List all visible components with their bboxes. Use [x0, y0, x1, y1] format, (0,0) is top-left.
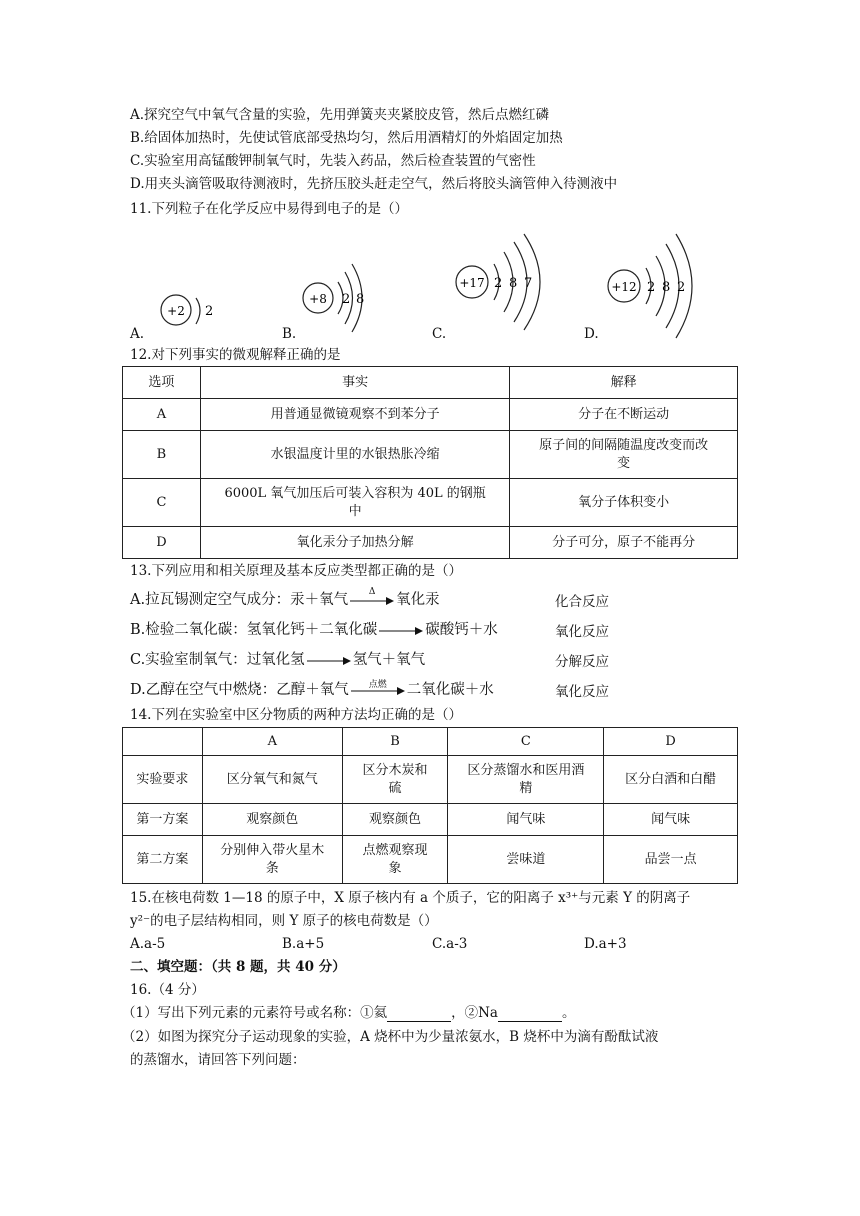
q11-question: 11.下列粒子在化学反应中易得到电子的是（） [130, 201, 408, 217]
table-cell: 闻气味 [448, 804, 604, 836]
q12-table [122, 366, 738, 559]
table-cell: C [123, 479, 201, 527]
table-cell: B [123, 431, 201, 479]
table-header [123, 728, 203, 756]
q12-question: 12.对下列事实的微观解释正确的是 [130, 347, 341, 363]
shell-count: 8 [356, 292, 365, 307]
q11-label-d: D. [584, 326, 599, 342]
q15-option-b: B.a+5 [282, 936, 325, 952]
shell-count: 2 [647, 280, 656, 295]
cell-line: 分别伸入带火星木 [220, 842, 325, 858]
table-row [123, 479, 738, 527]
table-cell: 第二方案 [123, 836, 203, 884]
table-cell [342, 756, 448, 804]
q11-label-a: A. [130, 326, 145, 342]
table-header: 选项 [123, 367, 201, 399]
q11-atom-diagrams [120, 228, 740, 344]
table-cell: 分子可分，原子不能再分 [510, 527, 738, 559]
table-cell: 氧化汞分子加热分解 [200, 527, 509, 559]
table-cell: 水银温度计里的水银热胀冷缩 [200, 431, 509, 479]
table-cell [200, 479, 509, 527]
nucleus-label: +12 [611, 280, 637, 294]
cell-line: 点燃观察现 [362, 842, 428, 858]
shell-count: 2 [342, 292, 351, 307]
q10-option-a: A.探究空气中氧气含量的实验，先用弹簧夹夹紧胶皮管，然后点燃红磷 [130, 107, 550, 123]
table-cell: 区分白酒和白醋 [604, 756, 738, 804]
atom-diagram-d [608, 234, 692, 338]
table-header: D [604, 728, 738, 756]
table-cell [202, 836, 342, 884]
cell-line: 变 [617, 455, 631, 471]
table-cell [448, 756, 604, 804]
answer-blank-2[interactable] [498, 1007, 562, 1022]
q13-option-c: C.实验室制氧气：过氧化氢 氢气＋氧气 分解反应 [130, 652, 609, 670]
reaction-arrow-icon: Δ [348, 593, 396, 607]
q11-label-c: C. [432, 326, 447, 342]
table-cell: 品尝一点 [604, 836, 738, 884]
q15-option-c: C.a-3 [432, 936, 468, 952]
q16-title: 16.（4 分） [130, 982, 205, 998]
answer-blank-1[interactable] [387, 1007, 451, 1022]
q14-question: 14.下列在实验室中区分物质的两种方法均正确的是（） [130, 707, 462, 723]
table-cell [510, 431, 738, 479]
table-cell: 实验要求 [123, 756, 203, 804]
table-cell: 尝味道 [448, 836, 604, 884]
cell-line: 条 [265, 860, 279, 876]
table-row [123, 527, 738, 559]
cell-line: 6000L 氧气加压后可装入容积为 40L 的钢瓶 [224, 485, 486, 501]
table-header: C [448, 728, 604, 756]
table-header-row [123, 728, 738, 756]
q15-option-a: A.a-5 [130, 936, 166, 952]
q13-option-b: B.检验二氧化碳：氢氧化钙＋二氧化碳 碳酸钙＋水 氧化反应 [130, 622, 609, 640]
table-row [123, 804, 738, 836]
table-cell: 用普通显微镜观察不到苯分子 [200, 399, 509, 431]
cell-line: 原子间的间隔随温度改变而改 [539, 437, 709, 453]
q13-option-d: D.乙醇在空气中燃烧：乙醇＋氧气 点燃 二氧化碳＋水 氧化反应 [130, 680, 609, 700]
nucleus-label: +8 [309, 292, 327, 306]
shell-count: 2 [205, 304, 214, 319]
q10-option-b: B.给固体加热时，先使试管底部受热均匀，然后用酒精灯的外焰固定加热 [130, 130, 563, 146]
q10-option-d: D.用夹头滴管吸取待测液时，先挤压胶头赶走空气，然后将胶头滴管伸入待测液中 [130, 176, 618, 192]
cell-line: 精 [519, 780, 533, 796]
table-cell: 观察颜色 [202, 804, 342, 836]
table-cell: 观察颜色 [342, 804, 448, 836]
shell-count: 2 [677, 280, 686, 295]
nucleus-label: +2 [167, 304, 185, 318]
q13-question: 13.下列应用和相关原理及基本反应类型都正确的是（） [130, 563, 462, 579]
reaction-type: 化合反应 [555, 594, 609, 610]
table-cell: 分子在不断运动 [510, 399, 738, 431]
table-cell: A [123, 399, 201, 431]
section-2-heading: 二、填空题：（共 8 题，共 40 分） [130, 959, 346, 975]
cell-line: 硫 [388, 780, 402, 796]
cell-line: 区分蒸馏水和医用酒 [467, 762, 585, 778]
reaction-type: 氧化反应 [555, 684, 609, 700]
table-header: A [202, 728, 342, 756]
table-cell: 闻气味 [604, 804, 738, 836]
q13-option-a: A.拉瓦锡测定空气成分：汞＋氧气 Δ 氧化汞 化合反应 [130, 587, 609, 610]
shell-count: 7 [524, 276, 533, 291]
q16-part-2-line-2: 的蒸馏水，请回答下列问题： [130, 1052, 306, 1068]
shell-count: 8 [662, 280, 671, 295]
q15-line-2: y²⁻的电子层结构相同，则 Y 原子的核电荷数是（） [130, 913, 438, 929]
reaction-type: 氧化反应 [555, 624, 609, 640]
atom-structure-diagrams [120, 228, 740, 344]
reaction-arrow-icon [305, 653, 353, 667]
table-cell: 第一方案 [123, 804, 203, 836]
shell-count: 8 [509, 276, 518, 291]
q11-label-b: B. [282, 326, 297, 342]
q15-option-d: D.a+3 [584, 936, 627, 952]
table-header-row [123, 367, 738, 399]
table-cell [342, 836, 448, 884]
table-cell: D [123, 527, 201, 559]
q10-option-c: C.实验室用高锰酸钾制氧气时，先装入药品，然后检查装置的气密性 [130, 153, 536, 169]
reaction-type: 分解反应 [555, 654, 609, 670]
q16-part-1: （1）写出下列元素的元素符号或名称：①氦 ，②Na 。 [122, 1005, 576, 1021]
table-cell: 区分氧气和氮气 [202, 756, 342, 804]
cell-line: 区分木炭和 [362, 762, 428, 778]
q15-line-1: 15.在核电荷数 1—18 的原子中，X 原子核内有 a 个质子，它的阳离子 x³⁺与元素 Y 的阴离子 [130, 890, 691, 906]
table-row [123, 399, 738, 431]
table-row [123, 756, 738, 804]
table-header: 解释 [510, 367, 738, 399]
reaction-arrow-icon: 点燃 [349, 683, 407, 697]
table-header: 事实 [200, 367, 509, 399]
q16-part-2-line-1: （2）如图为探究分子运动现象的实验，A 烧杯中为少量浓氨水，B 烧杯中为滴有酚酞试液 [122, 1029, 659, 1045]
cell-line: 中 [348, 503, 362, 519]
table-cell: 氧分子体积变小 [510, 479, 738, 527]
table-row [123, 431, 738, 479]
atom-diagram-c [456, 234, 540, 330]
atom-diagram-b [303, 264, 364, 332]
table-row [123, 836, 738, 884]
shell-count: 2 [494, 276, 503, 291]
cell-line: 象 [388, 860, 402, 876]
reaction-arrow-icon [377, 623, 425, 637]
atom-diagram-a [161, 295, 213, 325]
nucleus-label: +17 [459, 276, 485, 290]
q14-table [122, 727, 738, 884]
table-header: B [342, 728, 448, 756]
